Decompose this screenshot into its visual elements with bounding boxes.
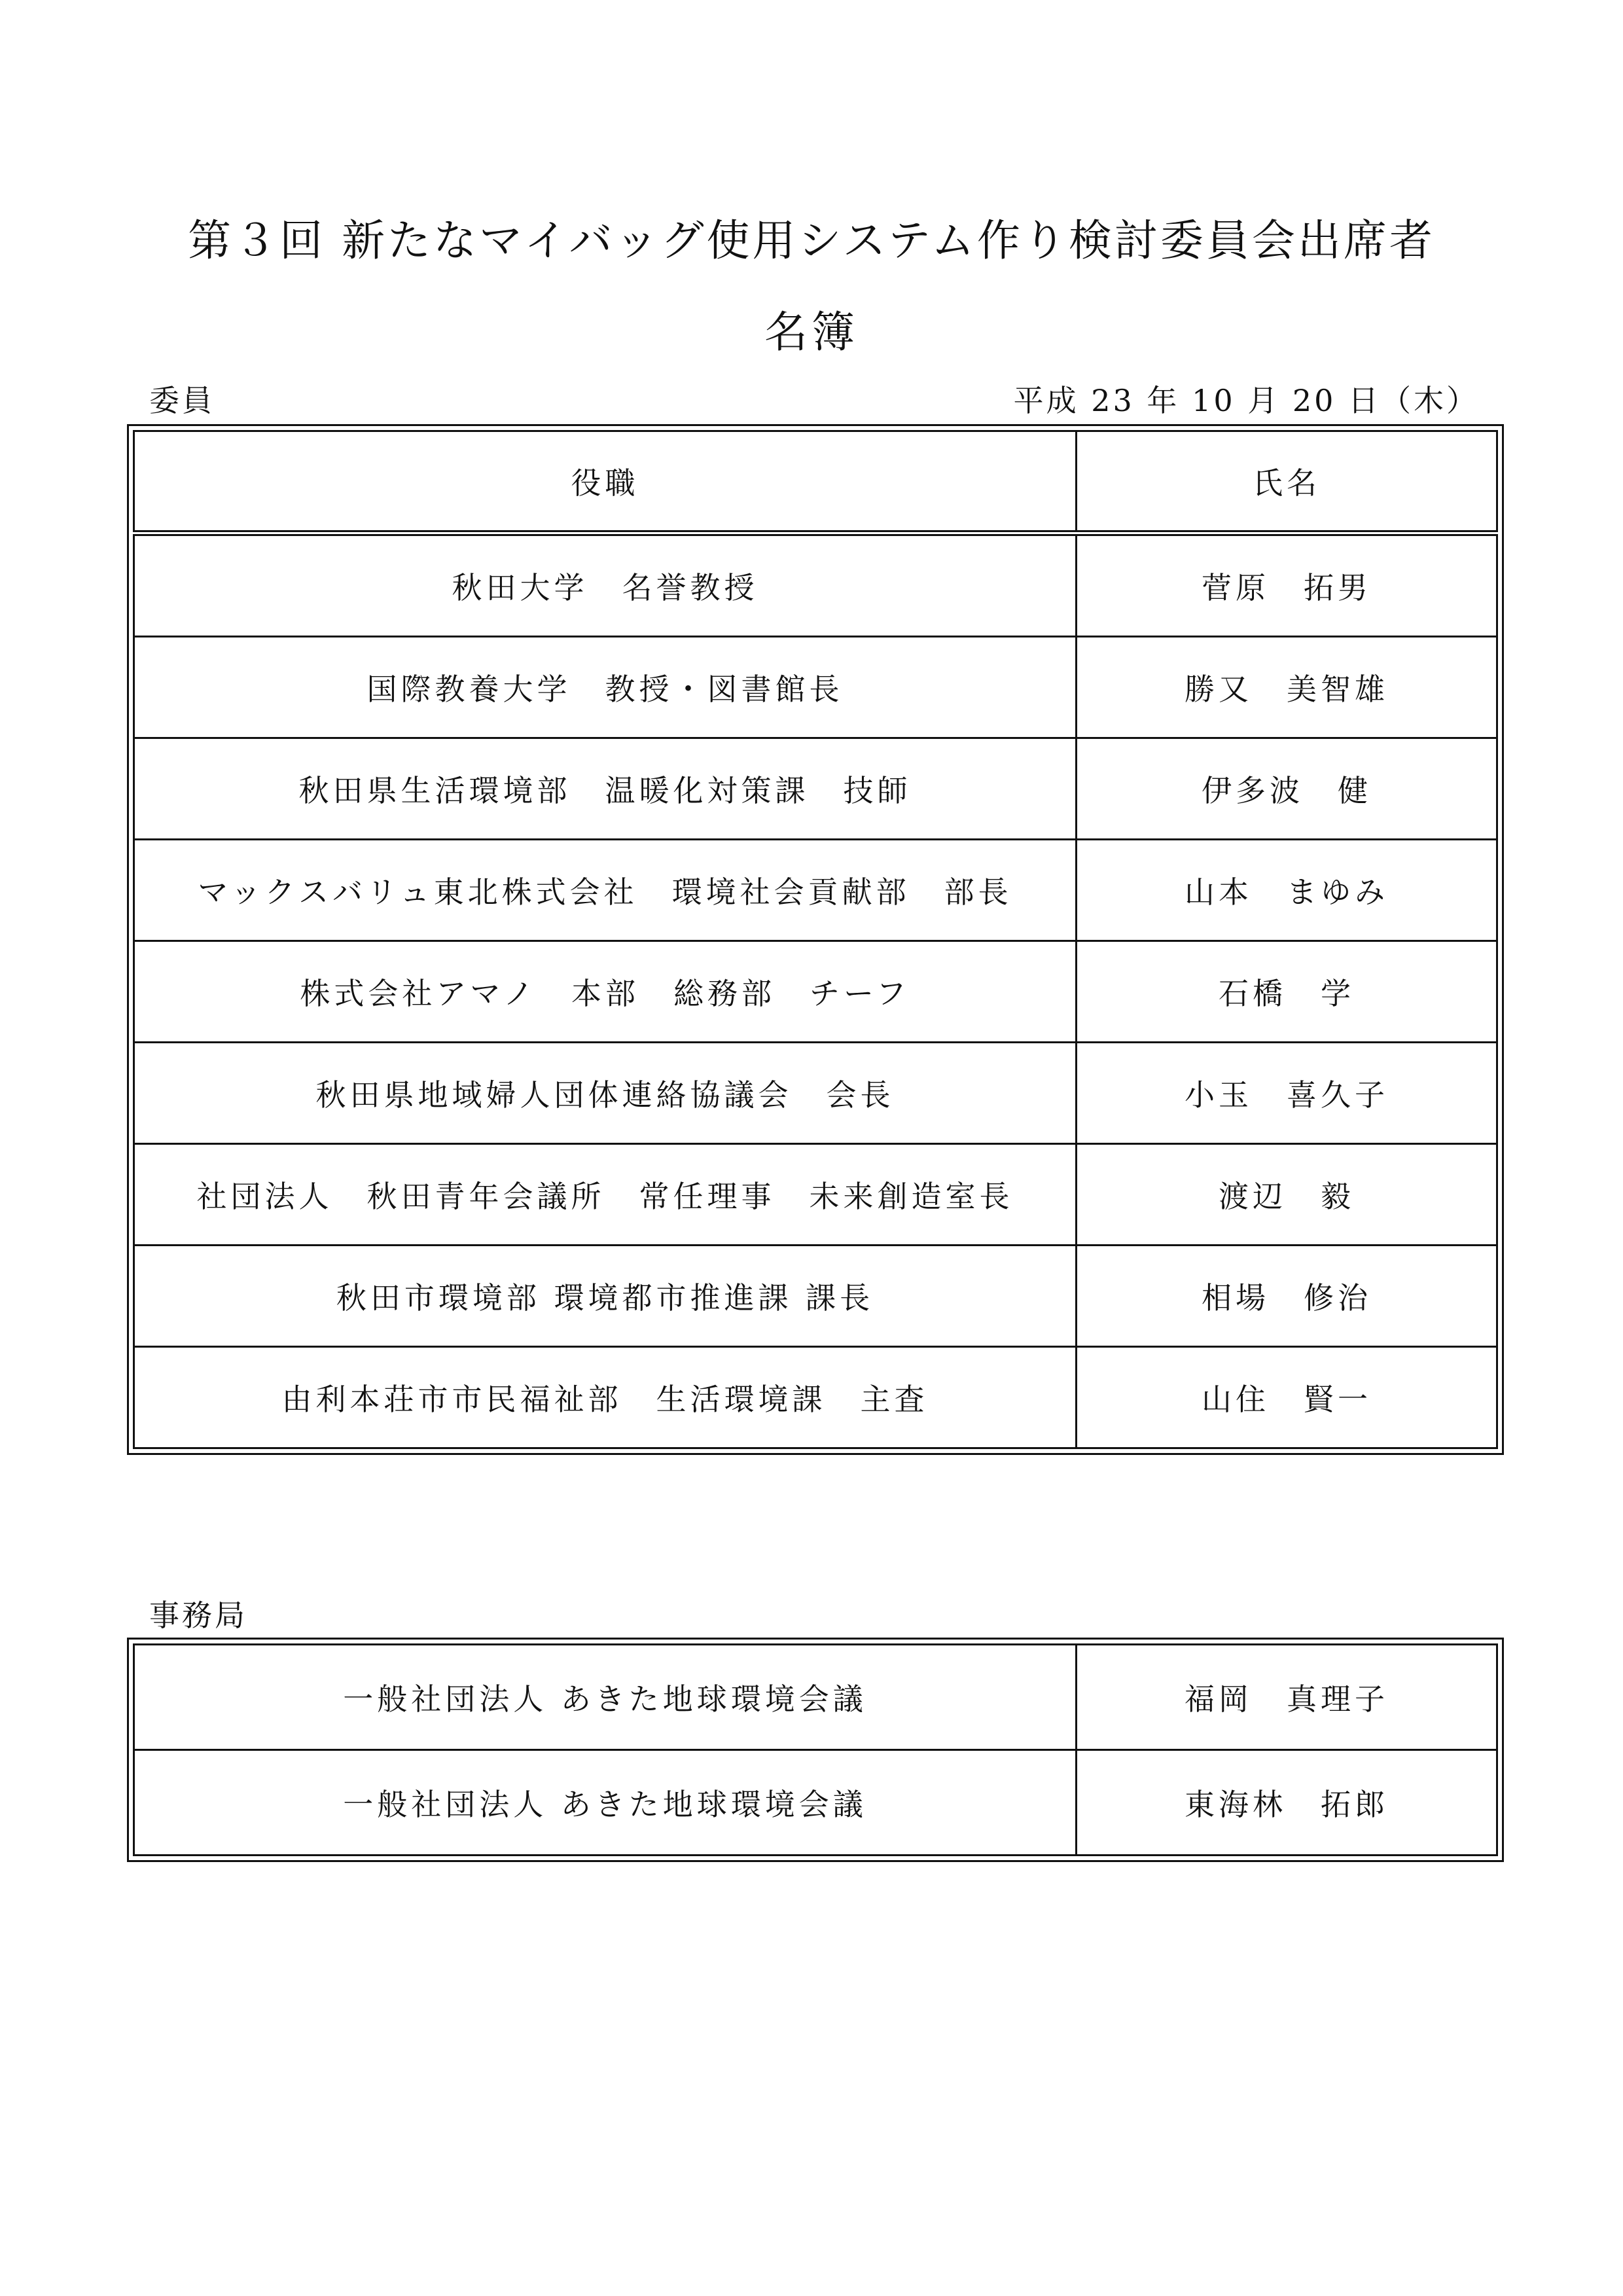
member-name: 菅原 拓男 [1077,533,1497,637]
table-row [134,1246,1497,1347]
member-role: マックスバリュ東北株式会社 環境社会貢献部 部長 [134,840,1077,941]
secretariat-role: 一般社団法人 あきた地球環境会議 [134,1750,1077,1856]
table-row [134,738,1497,840]
table-row [134,1347,1497,1448]
table-row [134,1750,1497,1856]
table-row [134,1645,1497,1750]
member-role: 秋田大学 名誉教授 [134,533,1077,637]
member-name: 伊多波 健 [1077,738,1497,840]
table-row [134,1144,1497,1246]
members-table-header [134,431,1497,533]
secretariat-table [127,1638,1504,1862]
document-title: 第３回 新たなマイバッグ使用システム作り検討委員会出席者 [188,215,1435,266]
table-row [134,941,1497,1043]
secretariat-section-label: 事務局 [149,1598,247,1633]
member-name: 勝又 美智雄 [1077,637,1497,738]
member-role: 秋田市環境部 環境都市推進課 課長 [134,1246,1077,1347]
members-table [127,424,1504,1455]
member-name: 渡辺 毅 [1077,1144,1497,1246]
member-role: 国際教養大学 教授・図書館長 [134,637,1077,738]
meeting-date: 平成 23 年 10 月 20 日（木） [1013,383,1479,418]
members-section-label: 委員 [149,383,215,418]
member-name: 小玉 喜久子 [1077,1043,1497,1144]
member-role: 株式会社アマノ 本部 総務部 チーフ [134,941,1077,1043]
member-role: 秋田県地域婦人団体連絡協議会 会長 [134,1043,1077,1144]
member-role: 由利本荘市市民福祉部 生活環境課 主査 [134,1347,1077,1448]
header-role: 役職 [134,431,1077,533]
member-role: 社団法人 秋田青年会議所 常任理事 未来創造室長 [134,1144,1077,1246]
member-name: 山住 賢一 [1077,1347,1497,1448]
secretariat-role: 一般社団法人 あきた地球環境会議 [134,1645,1077,1750]
table-row [134,1043,1497,1144]
document-subtitle: 名簿 [764,307,859,357]
member-name: 相場 修治 [1077,1246,1497,1347]
table-row [134,637,1497,738]
member-name: 石橋 学 [1077,941,1497,1043]
secretariat-name: 福岡 真理子 [1077,1645,1497,1750]
member-name: 山本 まゆみ [1077,840,1497,941]
secretariat-name: 東海林 拓郎 [1077,1750,1497,1856]
table-row [134,533,1497,637]
table-row [134,840,1497,941]
member-role: 秋田県生活環境部 温暖化対策課 技師 [134,738,1077,840]
header-name: 氏名 [1077,431,1497,533]
